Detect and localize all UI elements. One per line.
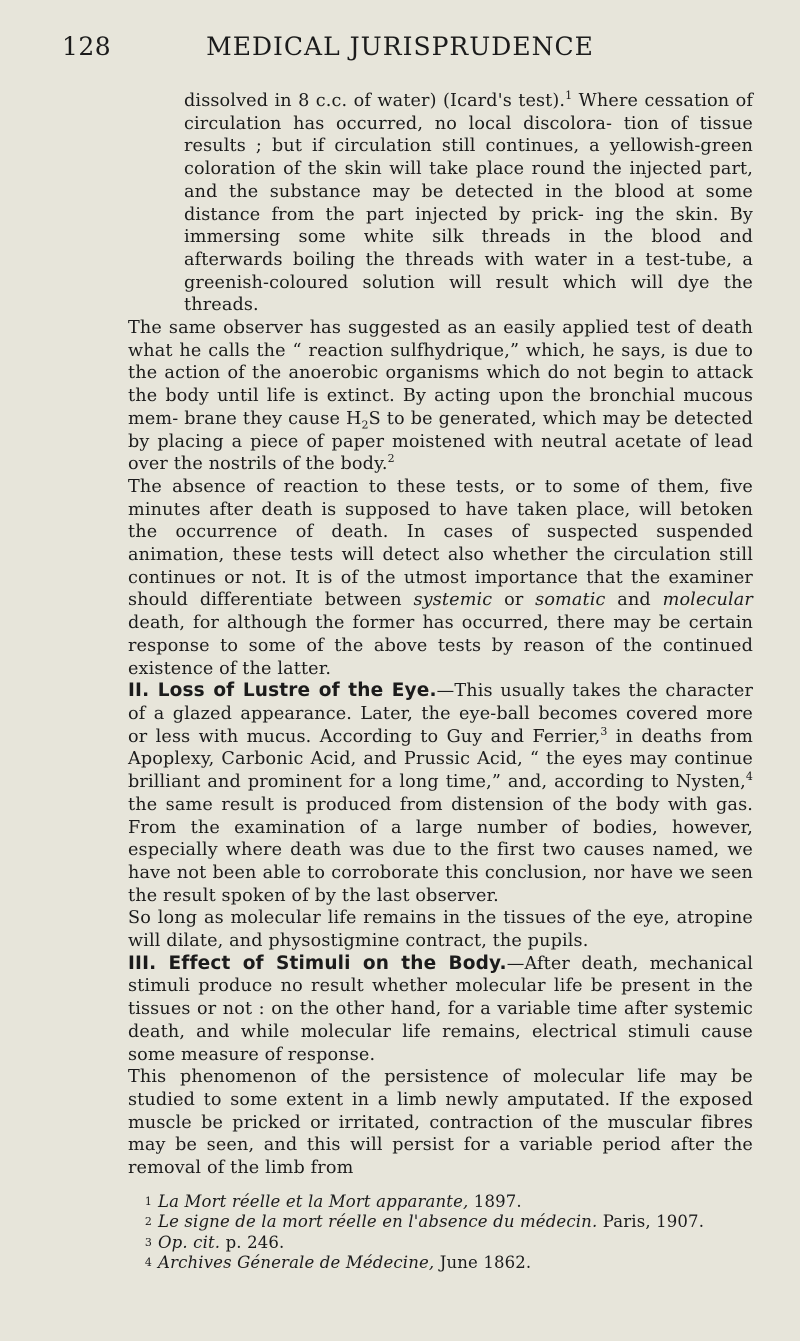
section-3-heading: III. Effect of Stimuli on the Body. [128, 952, 507, 974]
body-text [128, 90, 753, 1274]
section-2 [128, 680, 753, 907]
term-systemic: systemic [413, 590, 493, 611]
paragraph-5: So long as molecular life remains in the tissues of the eye, atropine will dilate, and physostigmine contract, the pupils. [128, 908, 753, 952]
footnote-detail: 1897. [468, 1191, 522, 1211]
paragraph-2 [128, 317, 753, 476]
p1-text-b: Where cessation of circulation has occurred, no local discolora- tion of tissue results ; but if circulation still continues, a yellowish-green coloration of the skin will take place round the injected part, and the substance may be detected in the blood at some distance from the part injected by prick- ing the skin. By immersing some white silk threads in the blood and afterwards boiling the threads with water in a test-tube, a greenish-coloured solution will result which will dye the threads. [184, 91, 753, 316]
s2-text-b: in deaths from Apoplexy, Carbonic Acid, and Prussic Acid, “ the eyes may continue brilliant and prominent for a long time,” and, according to Nysten, [128, 726, 753, 793]
p3-text-d: death, for although the former has occurred, there may be certain response to some of the above tests by reason of the continued existence of the latter. [128, 613, 753, 679]
footnote-detail: June 1862. [434, 1253, 532, 1273]
footnote-3 [128, 1233, 753, 1254]
p2-text-a: The same observer has suggested as an easily applied test of death what he calls the “ reaction sulfhydrique,” which, he says, is due to the action of the anoerobic organisms which do not begin to attack the body until life is extinct. By acting upon the bronchial mucous mem- brane they cause H [128, 318, 753, 429]
p3-text-c: and [605, 590, 663, 611]
footnote-number: 3 [144, 1235, 152, 1249]
footnote-detail: Paris, 1907. [597, 1212, 705, 1232]
footnote-2 [128, 1212, 753, 1233]
subscript-2: 2 [361, 418, 369, 432]
footnote-title: Op. cit. [158, 1232, 221, 1252]
paragraph-7: This phenomenon of the persistence of molecular life may be studied to some extent in a limb newly amputated. If the exposed muscle be pricked or irritated, contraction of the muscular fibres may be seen, and this will persist for a variable period after the removal of the limb from [128, 1067, 753, 1179]
section-2-heading: II. Loss of Lustre of the Eye. [128, 680, 437, 702]
footnotes [128, 1192, 753, 1274]
footnote-number: 1 [144, 1194, 152, 1208]
footnote-ref-4: 4 [745, 770, 753, 784]
term-molecular: molecular [662, 590, 753, 611]
page-number: 128 [62, 32, 112, 61]
s3-text: —After death, mechanical stimuli produce no result whether molecular life be present in the tissues or not : on the other hand, for a variable time after systemic death, and while molecular life remains, electrical stimuli cause some measure of response. [128, 953, 753, 1065]
p2-text-b: S to be generated, which may be detected by placing a piece of paper moistened with neutral acetate of lead over the nostrils of the body. [128, 408, 753, 475]
paragraph-3 [128, 476, 753, 680]
running-title: MEDICAL JURISPRUDENCE [206, 32, 594, 61]
footnote-1 [128, 1192, 753, 1213]
footnote-ref-1: 1 [565, 89, 573, 103]
footnote-detail: p. 246. [220, 1232, 285, 1252]
p3-text-a: The absence of reaction to these tests, or to some of them, five minutes after death is supposed to have taken place, will betoken the occurrence of death. In cases of suspected suspended animation, these tests will detect also whether the circulation still continues or not. It is of the utmost importance that the examiner should differentiate between [128, 476, 753, 611]
footnote-title: Le signe de la mort réelle en l'absence du médecin. [158, 1212, 598, 1232]
footnote-4 [128, 1253, 753, 1274]
term-somatic: somatic [535, 590, 606, 611]
page-header [0, 30, 800, 70]
footnote-number: 4 [144, 1256, 152, 1270]
footnote-title: Archives Génerale de Médecine, [158, 1253, 435, 1273]
footnote-ref-2: 2 [387, 452, 395, 466]
section-3 [128, 953, 753, 1067]
footnote-ref-3: 3 [600, 724, 608, 738]
footnote-number: 2 [144, 1215, 152, 1229]
s2-text-c: the same result is produced from distension of the body with gas. From the examination of a large number of bodies, however, especially where death was due to the first two causes named, we have not been able to corroborate this conclusion, nor have we seen the result spoken of by the last observer. [128, 794, 753, 906]
p1-text-a: dissolved in 8 c.c. of water) (Icard's test). [184, 91, 566, 111]
p3-text-b: or [492, 590, 536, 611]
paragraph-1 [128, 90, 753, 317]
s2-text-a: —This usually takes the character of a glazed appearance. Later, the eye-ball becomes covered more or less with mucus. According to Guy and Ferrier, [128, 681, 753, 747]
footnote-title: La Mort réelle et la Mort apparante, [158, 1191, 469, 1211]
